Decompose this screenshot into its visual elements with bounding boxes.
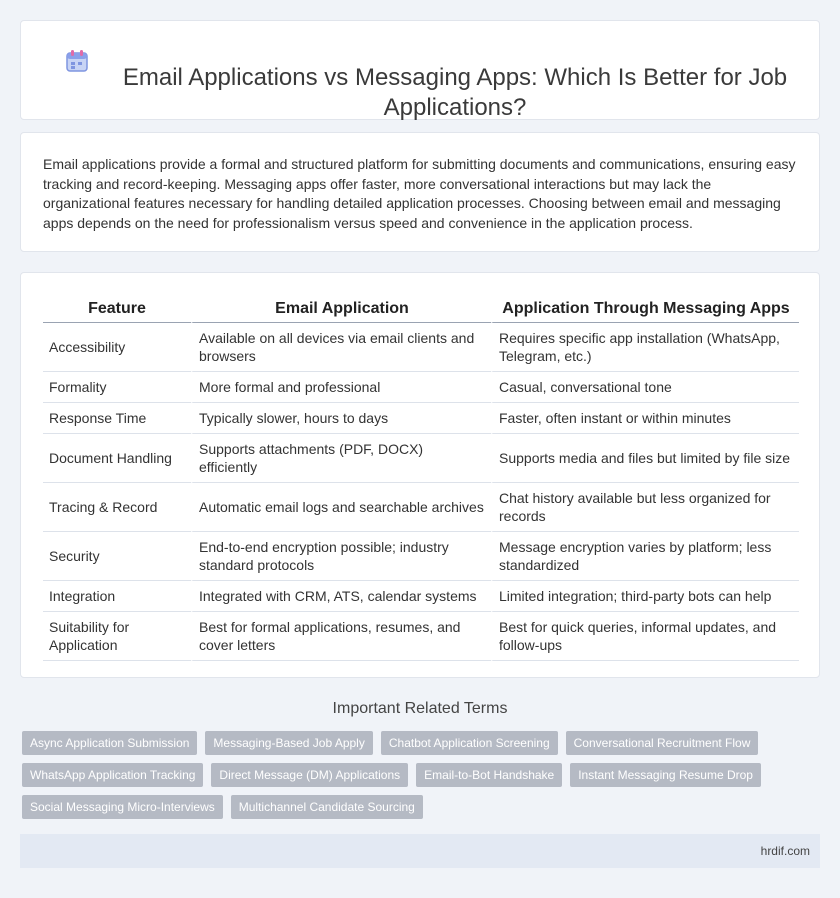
title-card: [20, 20, 820, 120]
column-header-email: Email Application: [191, 295, 491, 323]
table-row: [43, 372, 799, 403]
related-terms-list: [22, 731, 818, 827]
related-term-tag[interactable]: Messaging-Based Job Apply: [205, 731, 372, 755]
table-cell-messaging: Casual, conversational tone: [491, 372, 799, 403]
table-cell-messaging: Requires specific app installation (WhatsApp, Telegram, etc.): [491, 323, 799, 372]
table-row: [43, 403, 799, 434]
related-term-tag[interactable]: Instant Messaging Resume Drop: [570, 763, 761, 787]
column-header-feature: Feature: [43, 295, 191, 323]
table-cell-feature: Response Time: [43, 403, 191, 434]
related-term-tag[interactable]: Chatbot Application Screening: [381, 731, 558, 755]
table-cell-email: Best for formal applications, resumes, and cover letters: [191, 612, 491, 661]
related-term-tag[interactable]: Conversational Recruitment Flow: [566, 731, 759, 755]
table-cell-feature: Integration: [43, 581, 191, 612]
table-cell-email: Supports attachments (PDF, DOCX) efficiently: [191, 434, 491, 483]
table-cell-email: Typically slower, hours to days: [191, 403, 491, 434]
related-term-tag[interactable]: Multichannel Candidate Sourcing: [231, 795, 423, 819]
related-term-tag[interactable]: Email-to-Bot Handshake: [416, 763, 562, 787]
table-cell-email: Available on all devices via email clients and browsers: [191, 323, 491, 372]
column-header-messaging: Application Through Messaging Apps: [491, 295, 799, 323]
related-term-tag[interactable]: Direct Message (DM) Applications: [211, 763, 408, 787]
table-cell-messaging: Supports media and files but limited by file size: [491, 434, 799, 483]
table-row: [43, 434, 799, 483]
table-cell-email: End-to-end encryption possible; industry standard protocols: [191, 532, 491, 581]
table-header-row: [43, 295, 799, 323]
table-cell-feature: Security: [43, 532, 191, 581]
page-title: Email Applications vs Messaging Apps: Which Is Better for Job Applications?: [122, 64, 788, 121]
summary-card: [20, 132, 820, 252]
comparison-table: [43, 295, 799, 661]
comparison-card: [20, 272, 820, 678]
calendar-icon: [64, 48, 90, 74]
table-row: [43, 532, 799, 581]
table-cell-feature: Accessibility: [43, 323, 191, 372]
table-row: [43, 323, 799, 372]
table-cell-messaging: Faster, often instant or within minutes: [491, 403, 799, 434]
related-term-tag[interactable]: WhatsApp Application Tracking: [22, 763, 203, 787]
table-cell-feature: Formality: [43, 372, 191, 403]
table-cell-email: More formal and professional: [191, 372, 491, 403]
table-cell-email: Automatic email logs and searchable archives: [191, 483, 491, 532]
footer-site-link[interactable]: hrdif.com: [760, 844, 810, 858]
footer: [20, 834, 820, 868]
related-term-tag[interactable]: Async Application Submission: [22, 731, 197, 755]
table-row: [43, 612, 799, 661]
table-cell-messaging: Best for quick queries, informal updates, and follow-ups: [491, 612, 799, 661]
table-cell-feature: Document Handling: [43, 434, 191, 483]
summary-text: Email applications provide a formal and structured platform for submitting documents and communications, ensuring easy tracking and record-keeping. Messaging apps offer faster, more conversational interactions but may lack the organizational features necessary for handling detailed application processes. Choosing between email and messaging apps depends on the need for professionalism versus speed and convenience in the application process.: [43, 156, 796, 231]
related-term-tag[interactable]: Social Messaging Micro-Interviews: [22, 795, 223, 819]
table-cell-email: Integrated with CRM, ATS, calendar systems: [191, 581, 491, 612]
table-cell-messaging: Limited integration; third-party bots can help: [491, 581, 799, 612]
related-terms-title: Important Related Terms: [332, 700, 508, 717]
table-cell-feature: Suitability for Application: [43, 612, 191, 661]
table-row: [43, 581, 799, 612]
table-cell-feature: Tracing & Record: [43, 483, 191, 532]
table-row: [43, 483, 799, 532]
table-cell-messaging: Message encryption varies by platform; less standardized: [491, 532, 799, 581]
table-cell-messaging: Chat history available but less organized for records: [491, 483, 799, 532]
